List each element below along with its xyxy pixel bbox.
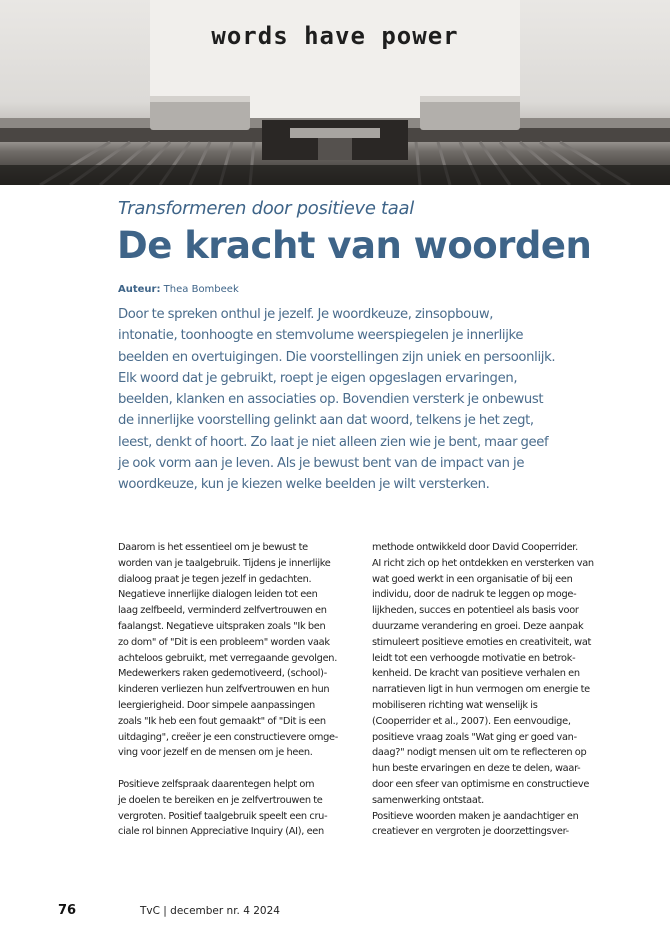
body-line: kinderen verliezen hun zelfvertrouwen en hun <box>118 684 330 696</box>
body-line: kenheid. De kracht van positieve verhalen en <box>372 668 580 680</box>
hero-image <box>0 0 670 185</box>
body-line: mobiliseren richting wat wenselijk is <box>372 699 538 711</box>
intro-line: je ook vorm aan je leven. Als je bewust bent van de impact van je <box>118 456 525 472</box>
body-line: zo dom" of "Dit is een probleem" worden vaak <box>118 636 330 648</box>
body-line: daag?" nodigt mensen uit om te reflecteren op <box>372 747 587 759</box>
article-title: De kracht van woorden <box>117 224 592 267</box>
article-intro <box>118 304 618 496</box>
body-line: faalangst. Negatieve uitspraken zoals "Ik ben <box>118 620 326 632</box>
body-line: positieve vraag zoals "Wat ging er goed van- <box>372 731 577 743</box>
body-line: creatiever en vergroten je doorzettingsver- <box>372 826 569 838</box>
body-line: vergroten. Positief taalgebruik speelt een cru- <box>118 810 328 822</box>
body-column-right <box>372 540 620 840</box>
body-line: Positieve zelfspraak daarentegen helpt om <box>118 778 315 790</box>
intro-line: leest, denkt of hoort. Zo laat je niet alleen zien wie je bent, maar geef <box>118 434 549 450</box>
body-line: narratieven ligt in hun vermogen om energie te <box>372 684 590 696</box>
issue-info: TvC | december nr. 4 2024 <box>140 905 280 917</box>
body-line: uitdaging", creëer je een constructievere omge- <box>118 731 339 743</box>
paragraph-gap <box>118 761 366 777</box>
page-number: 76 <box>58 903 77 918</box>
body-line: hun beste ervaringen en deze te delen, waar- <box>372 763 581 775</box>
body-line: samenwerking ontstaat. <box>372 794 484 806</box>
body-line: worden van je taalgebruik. Tijdens je innerlijke <box>118 557 331 569</box>
body-line: leidt tot een verhoogde motivatie en betrok- <box>372 652 576 664</box>
body-line: Positieve woorden maken je aandachtiger en <box>372 810 579 822</box>
hero-headline: words have power <box>211 22 459 50</box>
body-line: Medewerkers raken gedemotiveerd, (school)- <box>118 668 327 680</box>
body-line: (Cooperrider et al., 2007). Een eenvoudige, <box>372 715 571 727</box>
body-line: je doelen te bereiken en je zelfvertrouwen te <box>118 794 323 806</box>
intro-line: beelden, klanken en associaties op. Bovendien versterk je onbewust <box>118 392 544 408</box>
article-kicker: Transformeren door positieve taal <box>118 198 414 219</box>
body-line: ciale rol binnen Appreciative Inquiry (AI), een <box>118 826 324 838</box>
body-line: zoals "Ik heb een fout gemaakt" of "Dit is een <box>118 715 326 727</box>
intro-line: de innerlijke voorstelling gelinkt aan dat woord, telkens je het zegt, <box>118 413 534 429</box>
body-line: dialoog praat je tegen jezelf in gedachten. <box>118 573 312 585</box>
body-line: Negatieve innerlijke dialogen leiden tot een <box>118 589 318 601</box>
author-label: Auteur: <box>118 284 161 295</box>
body-line: methode ontwikkeld door David Cooperrider. <box>372 542 578 553</box>
body-line: lijkheden, succes en potentieel als basis voor <box>372 605 579 617</box>
intro-line: woordkeuze, kun je kiezen welke beelden je wilt versterken. <box>118 477 490 493</box>
body-line: laag zelfbeeld, verminderd zelfvertrouwen en <box>118 605 327 617</box>
body-line: wat goed werkt in een organisatie of bij een <box>372 573 573 585</box>
body-line: door een sfeer van optimisme en constructieve <box>372 778 590 790</box>
body-line: AI richt zich op het ontdekken en versterken van <box>372 557 594 569</box>
intro-line: Door te spreken onthul je jezelf. Je woordkeuze, zinsopbouw, <box>118 307 494 322</box>
body-line: Daarom is het essentieel om je bewust te <box>118 542 308 553</box>
intro-line: beelden en overtuigingen. Die voorstellingen zijn uniek en persoonlijk. <box>118 349 556 365</box>
body-line: achteloos gebruikt, met verregaande gevolgen. <box>118 652 338 664</box>
body-line: ving voor jezelf en de mensen om je heen. <box>118 747 313 759</box>
body-line: leergierigheid. Door simpele aanpassingen <box>118 699 315 711</box>
author-name: Thea Bombeek <box>163 284 239 295</box>
body-column-left <box>118 540 366 840</box>
intro-line: intonatie, toonhoogte en stemvolume weerspiegelen je innerlijke <box>118 328 524 344</box>
intro-line: Elk woord dat je gebruikt, roept je eigen opgeslagen ervaringen, <box>118 370 518 386</box>
author-line <box>118 284 239 295</box>
body-line: stimuleert positieve emoties en creativiteit, wat <box>372 636 592 648</box>
body-line: individu, door de nadruk te leggen op moge- <box>372 589 577 601</box>
body-line: duurzame verandering en groei. Deze aanpak <box>372 620 584 632</box>
